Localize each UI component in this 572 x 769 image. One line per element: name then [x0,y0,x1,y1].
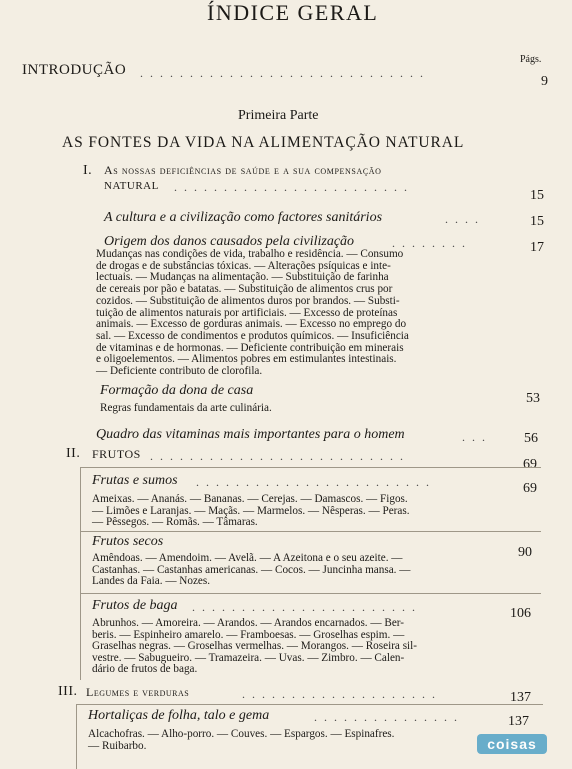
ch1-section-2-leader: . . . . . . . . [392,236,467,250]
ch1-section-1-page: 15 [530,214,544,229]
intro-page: 9 [541,74,548,89]
contents-line: de drogas e de substâncias tóxicas. — Alterações psíquicas e inte- [96,259,391,272]
chapter-2-leader: . . . . . . . . . . . . . . . . . . . . . . . . . . [150,449,405,463]
ch2-section-1-leader: . . . . . . . . . . . . . . . . . . . . . . . . [196,475,431,489]
chapter-1-title-cont: NATURAL [104,180,159,192]
contents-line: Abrunhos. — Amoreira. — Arandos. — Arandos encarnados. — Ber- [92,617,405,629]
ch1-section-3-title: Formação da dona de casa [100,383,254,398]
chapter-3-number: III. [58,684,78,699]
ch1-section-3-contents: Regras fundamentais da arte culinária. [100,402,272,414]
pages-column-label: Págs. [520,54,542,65]
ch3-section-1-contents [88,729,394,752]
contents-line: Alcachofras. — Alho-porro. — Couves. — Espargos. — Espinafres. [88,728,395,740]
ch3-section-1-title: Hortaliças de folha, talo e gema [88,708,270,723]
chapter-1-number: I. [83,163,93,178]
ch1-section-4-title: Quadro das vitaminas mais importantes para o homem [96,427,405,442]
chapter-3-page: 137 [510,690,531,705]
contents-line: Castanhas. — Castanhas americanas. — Cocos. — Juncinha mansa. — [92,563,411,576]
page-title: ÍNDICE GERAL [207,0,379,25]
ch2-section-1-title: Frutas e sumos [92,473,178,488]
contents-line: — Deficiente contributo de clorofila. [96,365,263,378]
contents-line: tuição de alimentos naturais por artificiais. — Excesso de proteínas [96,306,398,319]
ch1-section-2-title: Origem dos danos causados pela civilização [104,234,355,249]
ch2-section-3-page: 106 [510,606,531,621]
contents-line: Graselhas negras. — Groselhas vermelhas. — Morangos. — Roseira sil- [92,640,417,653]
contents-line: Mudanças nas condições de vida, trabalho e residência. — Consumo [96,248,404,260]
ch2-section-1-contents [92,494,410,529]
watermark-logo: coisas [477,734,547,754]
ch1-section-1-leader: . . . . [445,212,480,226]
chapter-2-page: 69 [523,457,537,472]
chapter-1-page: 15 [530,188,544,203]
ch1-section-4-page: 56 [524,431,538,446]
ch1-section-1-title: A cultura e a civilização como factores sanitários [104,210,383,225]
intro-leader: . . . . . . . . . . . . . . . . . . . . . . . . . . . . . [140,66,425,80]
contents-line: cozidos. — Substituição de alimentos duros por brandos. — Substi- [96,294,400,307]
contents-line: sal. — Excesso de condimentos e produtos químicos. — Insuficiência [96,329,409,342]
ch2-section-2-contents [92,553,410,588]
ch1-section-2-page: 17 [530,240,544,255]
contents-line: e oligoelementos. — Alimentos pobres em estimulantes intestinais. [96,353,397,366]
part-title: AS FONTES DA VIDA NA ALIMENTAÇÃO NATURAL [62,134,465,151]
contents-line: vestre. — Sabugueiro. — Tramazeira. — Uvas. — Zimbro. — Calen- [92,651,405,664]
ch2-section-2-title: Frutos secos [92,534,164,549]
chapter-1-leader: . . . . . . . . . . . . . . . . . . . . . . . . [174,180,409,194]
contents-line: — Pêssegos. — Romãs. — Tâmaras. [92,516,258,529]
contents-line: de vitaminas e de hormonas. — Deficiente contribuição em minerais [96,341,404,354]
contents-line: dário de frutos de baga. [92,663,198,676]
intro-label: INTRODUÇÃO [22,62,127,78]
contents-line: Ameixas. — Ananás. — Bananas. — Cerejas. — Damascos. — Figos. [92,493,408,505]
contents-line: — Limões e Laranjas. — Maçãs. — Marmelos. — Nêsperas. — Peras. [92,504,410,517]
ch3-section-1-page: 137 [508,714,529,729]
chapter-1-title: As nossas deficiências de saúde e a sua compensação [104,163,382,177]
chapter-2-number: II. [66,446,81,461]
ch1-section-3-page: 53 [526,391,540,406]
contents-line: animais. — Excesso de gorduras animais. — Excesso no emprego do [96,318,407,331]
ch2-section-2-page: 90 [518,545,532,560]
chapter-3-title: Legumes e verduras [86,685,190,699]
contents-line: de cereais por pão e batatas. — Substituição de alimentos crus por [96,283,393,296]
contents-line: beris. — Espinheiro amarelo. — Framboesas. — Groselhas espim. — [92,628,405,641]
chapter-3-leader: . . . . . . . . . . . . . . . . . . . . [242,687,437,701]
ch2-section-3-contents [92,618,417,676]
part-label: Primeira Parte [238,108,319,123]
ch1-section-4-leader: . . . [462,430,487,444]
chapter-2-title: FRUTOS [92,447,141,461]
contents-line: Amêndoas. — Amendoim. — Avelã. — A Azeitona e o seu azeite. — [92,552,403,564]
contents-line: lectuais. — Mudanças na alimentação. — Substituição de farinha [96,271,389,284]
ch3-section-1-leader: . . . . . . . . . . . . . . . [314,710,459,724]
ch2-section-1-page: 69 [523,481,537,496]
ch2-section-3-title: Frutos de baga [92,598,178,613]
ch1-section-2-contents [96,249,526,378]
ch2-section-3-leader: . . . . . . . . . . . . . . . . . . . . . . . [192,600,417,614]
contents-line: — Ruibarbo. [88,739,147,752]
contents-line: Landes da Faia. — Nozes. [92,575,211,588]
